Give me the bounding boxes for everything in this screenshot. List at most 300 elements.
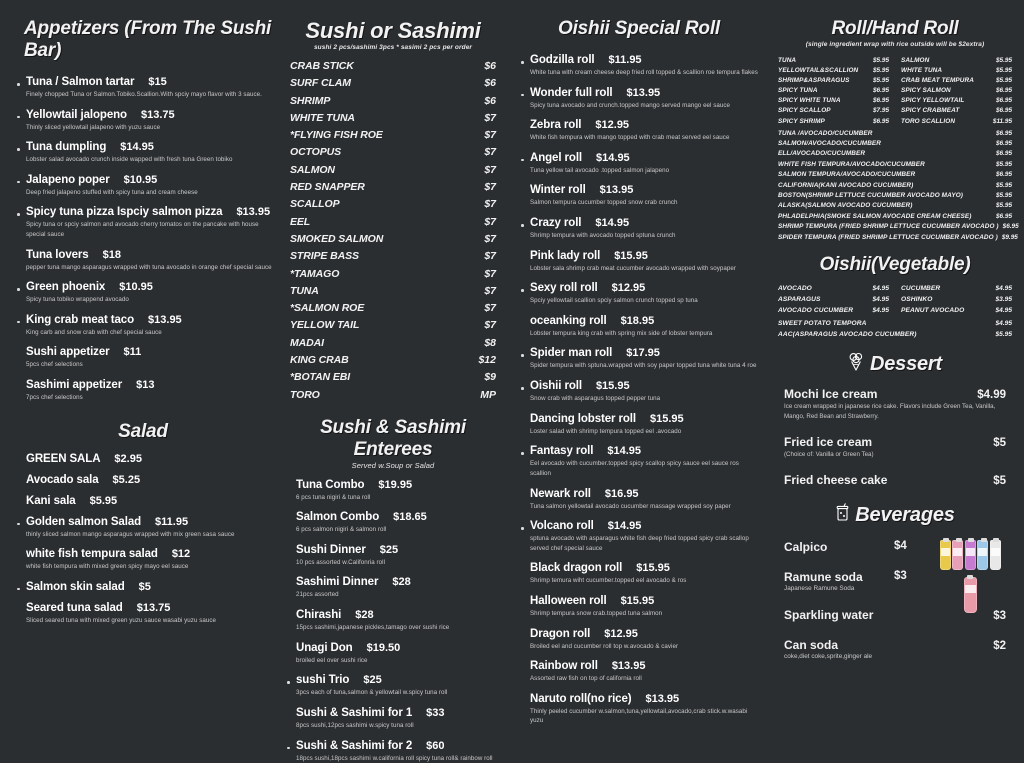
menu-item-shrimp-tempura-fried-shrimp-lettuce-cucumber-avocado [778, 223, 1019, 231]
item-price: $4.99 [977, 389, 1006, 402]
item-name: Naruto roll(no rice) [530, 692, 632, 705]
menu-item-red-snapper [290, 181, 496, 193]
item-name: Sushi & Sashimi for 1 [296, 706, 413, 719]
menu-item-spicy-yellowtail [901, 97, 1012, 104]
item-name: EEL [290, 215, 311, 228]
item-name: SALMON [290, 163, 335, 176]
hand-roll-right-column [901, 57, 1012, 128]
vegetable-right-column [901, 285, 1012, 319]
item-price: MP [480, 388, 496, 401]
item-description: Spicy tuna or spciy salmon and avocado cherry tomatos on the pancake with house special sauce [26, 221, 259, 239]
item-description: Snow crab with asparagus topped pepper tuna [530, 395, 661, 403]
calpico-bottle-5 [990, 540, 1001, 570]
item-name: SPICY SCALLOP [778, 107, 831, 115]
appetizers-list [14, 76, 272, 403]
item-name: AAC(ASPARAGUS AVOCADO CUCUMBER) [778, 331, 917, 339]
item-price: $3 [894, 570, 907, 583]
item-price: $5.95 [873, 67, 889, 75]
menu-item-salmon-tempura-avocado-cucumber [778, 171, 1012, 178]
item-price: $2.95 [114, 452, 142, 465]
item-description: (Choice of: Vanilla or Green Tea) [784, 451, 874, 459]
menu-item-tuna [290, 285, 496, 297]
item-description: Eel avocado with cucumber.topped spicy scallop spicy sauce eel sauce ros scallion [530, 460, 739, 477]
item-price: $5.95 [996, 57, 1012, 64]
menu-item-dancing-lobster-roll [518, 413, 760, 437]
item-name: Wonder full roll [530, 86, 613, 99]
item-description: Lobster tempura king crab with spring mix side of lobster tempura [530, 329, 713, 337]
menu-item-spider-man-roll [518, 347, 760, 371]
item-price: $10.95 [123, 173, 158, 186]
menu-item-sushi-sashimi-for-1 [284, 707, 502, 731]
item-name: ALASKA(SALMON AVOCADO CUCUMBER) [778, 202, 913, 210]
item-name: WHITE TUNA [290, 111, 355, 124]
sushi-sashimi-list [284, 60, 502, 401]
menu-item-spicy-tuna-pizza-ispciy-salmon-pizza [14, 206, 272, 239]
item-price: $4 [894, 540, 907, 553]
item-name: MADAI [290, 336, 324, 349]
menu-item-unagi-don [284, 642, 502, 666]
menu-item-cucumber [901, 285, 1012, 292]
menu-item-godzilla-roll [518, 54, 760, 78]
item-description: 6 pcs salmon nigiri & salmon roll [296, 526, 387, 534]
item-name: SPICY YELLOWTAIL [901, 97, 965, 105]
menu-item-spider-tempura-fried-shrimp-lettuce-cucumber-avocado [778, 233, 1018, 241]
item-price: $15.95 [595, 380, 630, 393]
item-name: Halloween roll [530, 594, 607, 607]
item-description: 10 pcs assorted w.Califonria roll [296, 558, 386, 566]
item-name: Ramune soda [784, 570, 863, 585]
item-name: Sashimi appetizer [26, 379, 123, 392]
item-price: $7 [484, 129, 496, 142]
item-description: Assorted raw fish on top of california roll [530, 675, 642, 683]
menu-item-yellow-tail [290, 319, 496, 331]
menu-item-salmon [901, 57, 1012, 64]
item-name: SPICY CRABMEAT [901, 107, 960, 115]
menu-item-phladelphia-smoke-salmon-avocade-cream-cheese [778, 213, 1012, 220]
item-price: $25 [363, 674, 382, 687]
item-name: white fish tempura salad [26, 548, 158, 561]
item-description: 18pcs sushi,18pcs sashimi w.california roll spicy tuna roll& rainbow roll [296, 754, 493, 762]
item-price: $15.95 [620, 594, 655, 607]
menu-item-tuna-lovers [14, 249, 272, 273]
menu-item-green-phoenix [14, 281, 272, 305]
item-name: RED SNAPPER [290, 181, 365, 194]
item-price: $15.95 [636, 562, 670, 575]
menu-item-seared-tuna-salad [14, 602, 272, 626]
menu-item-botan-ebi [290, 371, 496, 383]
item-price: $7.95 [873, 107, 889, 115]
item-name: Tuna / Salmon tartar [26, 76, 135, 88]
item-description: Thinly peeled cucumber w.salmon,tuna,yellowtail,avocado,crab stick.w.wasabi yuzu [530, 707, 748, 725]
item-name: Fried ice cream [784, 435, 873, 450]
item-name: Tuna Combo [296, 478, 365, 491]
item-name: Volcano roll [530, 520, 594, 533]
item-description: King carb and snow crab with chef special sauce [26, 328, 162, 336]
item-name: Tuna dumpling [26, 141, 107, 154]
item-price: $7 [484, 181, 496, 194]
menu-item-aac-asparagus-avocado-cucumber [778, 331, 1012, 338]
item-name: SHRIMP&ASPARAGUS [778, 77, 850, 85]
item-price: $8 [484, 336, 496, 349]
item-name: King crab meat taco [26, 313, 135, 326]
item-name: SPICY WHITE TUNA [778, 97, 841, 105]
item-name: SALMON [901, 57, 930, 64]
menu-item-crab-stick [290, 60, 496, 72]
menu-item-sweet-potato-tempora [778, 320, 1012, 327]
menu-item-pink-lady-roll [518, 250, 760, 274]
item-price: $28 [355, 609, 374, 622]
menu-item-asparagus [778, 296, 889, 303]
item-price: $13 [136, 379, 155, 392]
item-name: STRIPE BASS [290, 250, 359, 263]
item-price: $7 [484, 146, 496, 159]
item-name: *BOTAN EBI [290, 371, 351, 384]
menu-item-spicy-crabmeat [901, 107, 1012, 114]
column-sushi-sashimi [278, 0, 510, 762]
item-name: SHRIMP TEMPURA (FRIED SHRIMP LETTUCE CUCUMBER AVOCADO ) [778, 223, 999, 231]
item-name: SPICY SHRIMP [778, 117, 825, 125]
item-description: Sliced seared tuna with mixed green yuzu sauce wasabi yuzu sauce [26, 616, 216, 624]
item-price: $4.95 [995, 306, 1012, 314]
item-name: SPICY TUNA [778, 87, 818, 95]
item-price: $16.95 [604, 487, 639, 500]
special-roll-list [518, 54, 760, 726]
item-name: PEANUT AVOCADO [901, 306, 965, 314]
item-price: $14.95 [120, 141, 154, 154]
item-description: Lobster sala shrimp crab meat cucumber avocado wrapped with soypaper [530, 264, 736, 272]
item-price: $4.95 [872, 284, 889, 292]
vegetable-two-column [774, 285, 1016, 319]
menu-item-boston-shrimp-lettuce-cucumber-avocado-mayo [778, 192, 1012, 199]
item-price: $15.95 [650, 412, 684, 425]
item-name: Fantasy roll [530, 445, 594, 458]
item-price: $7 [484, 267, 496, 280]
menu-item-rainbow-roll [518, 660, 760, 684]
menu-item-sexy-roll-roll [518, 282, 760, 306]
item-name: Black dragon roll [530, 562, 623, 575]
item-price: $11.95 [608, 54, 642, 66]
item-name: PHLADELPHIA(SMOKE SALMON AVOCADE CREAM CHEESE) [778, 212, 972, 220]
menu-item-jalapeno-poper [14, 174, 272, 198]
calpico-bottle-3 [965, 540, 976, 570]
item-description: Salmon tempura cucumber topped snow crab crunch [530, 199, 678, 207]
item-price: $13.75 [136, 601, 171, 614]
item-name: TUNA /AVOCADO/CUCUMBER [778, 129, 873, 137]
item-price: $14.95 [595, 217, 630, 230]
menu-item-crazy-roll [518, 217, 760, 241]
hand-roll-two-column [774, 57, 1016, 128]
item-price: $6.95 [1002, 223, 1019, 231]
menu-item-avocado-sala [14, 474, 272, 486]
item-price: $6.95 [873, 87, 889, 95]
item-name: Sushi & Sashimi for 2 [296, 739, 413, 752]
item-price: $5.25 [112, 473, 141, 486]
item-name: Angel roll [530, 151, 583, 164]
item-price: $6.95 [996, 171, 1012, 179]
item-price: $6.95 [996, 107, 1012, 115]
ice-cream-cone-icon [848, 352, 865, 377]
item-price: $18 [102, 248, 121, 261]
item-description: Lobster salad avocado crunch inside wapped with fresh tuna Green tobiko [26, 156, 233, 164]
item-description: Spicy tuna avocado and crunch.topped mango served mango eel sauce [530, 101, 731, 109]
menu-item-madai [290, 337, 496, 349]
item-name: SWEET POTATO TEMPORA [778, 320, 867, 328]
item-price: $5.95 [996, 160, 1012, 168]
item-price: $6 [484, 94, 496, 107]
item-price: $15 [148, 76, 167, 88]
menu-item-tuna-avocado-cucumber [778, 130, 1012, 137]
item-name: Godzilla roll [530, 54, 595, 66]
menu-item-surf-clam [290, 77, 496, 89]
item-price: $18.95 [620, 314, 655, 327]
menu-item-wonder-full-roll [518, 87, 760, 111]
menu-item-king-crab [290, 354, 496, 366]
menu-item-dragon-roll [518, 628, 760, 652]
item-description: Broiled eel and cucumber roll top w.avocado & cavier [530, 642, 679, 650]
item-description: White fish tempura with mango topped with crab meat served eel sauce [530, 134, 730, 142]
salad-list [14, 453, 272, 626]
item-name: TORO SCALLION [901, 117, 956, 125]
calpico-bottle-4 [977, 540, 988, 570]
menu-item-sashimi-appetizer [14, 379, 272, 403]
menu-item-tamago [290, 268, 496, 280]
item-description: 5pcs chef selections [26, 361, 83, 369]
item-price: $11 [123, 346, 142, 359]
item-name: Golden salmon Salad [26, 515, 142, 528]
item-name: YELLOWTAIL&SCALLION [778, 67, 859, 75]
item-name: Sushi Dinner [296, 543, 366, 556]
salad-heading: Salad [118, 420, 168, 442]
item-name: Newark roll [530, 487, 591, 500]
item-description: pepper tuna mango asparagus wrapped with tuna avocado in orange chef special sauce [26, 263, 272, 271]
item-description: Shrimp tempura snow crab.topped tuna salmon [530, 609, 663, 617]
item-price: $7 [484, 111, 496, 124]
item-name: WHITE TUNA [901, 67, 943, 75]
beverages-heading-row [774, 503, 1016, 528]
item-price: $6.95 [996, 97, 1012, 105]
item-price: $5 [993, 475, 1006, 488]
item-name: Avocado sala [26, 473, 99, 486]
item-price: $5 [138, 580, 151, 593]
menu-item-mochi-ice-cream [784, 387, 1006, 422]
item-price: $3.95 [995, 295, 1012, 303]
item-description: Ice cream wrapped in japanese rice cake. Flavors include Green Tea, Vanilla, Mango, Red Bean and Strawberry. [784, 403, 996, 421]
item-price: $7 [484, 319, 496, 332]
menu-item-chirashi [284, 609, 502, 633]
item-name: CRAB MEAT TEMPURA [901, 77, 974, 85]
item-name: Unagi Don [296, 641, 353, 654]
item-price: $5 [993, 437, 1006, 450]
item-name: Mochi Ice cream [784, 387, 878, 402]
dessert-heading: Dessert [870, 353, 942, 376]
item-description: Thinly sliced yellowtail jalapeno with yuzu sauce [26, 123, 161, 131]
item-price: $14.95 [607, 445, 642, 458]
drink-cup-icon [835, 503, 850, 528]
item-name: Jalapeno poper [26, 173, 110, 186]
item-name: Seared tuna salad [26, 601, 123, 614]
item-price: $19.50 [366, 641, 401, 654]
menu-item-sushi-dinner [284, 544, 502, 568]
item-description: Deep fried jalapeno stuffed with spicy tuna and cream cheese [26, 188, 198, 196]
menu-item-scallop [290, 198, 496, 210]
menu-item-spicy-shrimp [778, 118, 889, 125]
item-description: sptuna avocado with asparagus white fish deep fried topped spicy crab scallop served chef special sauce [530, 535, 749, 552]
menu-item-california-kani-avocado-cucumber [778, 182, 1012, 189]
item-price: $6.95 [873, 117, 889, 125]
item-name: *FLYING FISH ROE [290, 129, 383, 142]
hand-roll-left-column [778, 57, 889, 128]
item-price: $11.95 [155, 515, 189, 528]
menu-item-green-sala [14, 453, 272, 465]
item-name: Calpico [784, 540, 828, 555]
item-name: oceanking roll [530, 314, 607, 327]
item-name: TORO [290, 388, 320, 401]
menu-item-salmon [290, 164, 496, 176]
menu-item-tuna [778, 57, 889, 64]
item-price: $18.65 [393, 511, 427, 524]
item-price: $5.95 [996, 192, 1012, 199]
item-name: Oishii roll [530, 380, 582, 393]
menu-item-spicy-salmon [901, 87, 1012, 94]
beverages-list [774, 540, 1016, 660]
menu-item-spicy-scallop [778, 107, 889, 114]
item-price: $7 [484, 232, 496, 245]
menu-item-stripe-bass [290, 250, 496, 262]
item-description: Tuna yellow tail avocado .topped salmon jalapeno [530, 166, 670, 174]
item-name: Zebra roll [530, 119, 582, 132]
menu-item-avocado [778, 285, 889, 292]
menu-item-alaska-salmon-avocado-cucumber [778, 202, 1012, 209]
item-price: $12 [171, 548, 191, 561]
item-price: $6.95 [996, 150, 1012, 158]
item-name: Green phoenix [26, 281, 106, 294]
item-price: $5.95 [996, 67, 1012, 75]
column-appetizers-salad [0, 0, 278, 700]
hand-roll-wide-list [774, 129, 1019, 241]
menu-item-oceanking-roll [518, 315, 760, 339]
dessert-heading-row [774, 352, 1016, 377]
item-name: SALMON TEMPURA/AVOCADO/CUCUMBER [778, 171, 916, 179]
menu-item-angel-roll [518, 152, 760, 176]
menu-item-salmon-combo [284, 511, 502, 535]
calpico-bottle-2 [952, 540, 963, 570]
item-price: $4.95 [995, 284, 1012, 292]
item-name: WHITE FISH TEMPURA/AVOCADO/CUCUMBER [778, 160, 925, 168]
item-price: $5.95 [873, 57, 889, 64]
beverages-heading: Beverages [855, 504, 955, 527]
menu-item-white-fish-tempura-salad [14, 548, 272, 572]
item-description: Spider tempura with sptuna.wrapped with soy paper topped tuna white tuna 4 roe [530, 362, 757, 370]
vegetable-left-column [778, 285, 889, 319]
menu-item-tuna-combo [284, 479, 502, 503]
item-name: ELL/AVOCADO/CUCUMBER [778, 150, 866, 158]
sushi-sashimi-heading: Sushi or Sashimi [305, 18, 481, 43]
menu-item-flying-fish-roe [290, 129, 496, 141]
sushi-sashimi-subtitle: sushi 2 pcs/sashimi 3pcs * sasimi 2 pcs per order [313, 44, 473, 51]
menu-item-sushi-appetizer [14, 346, 272, 370]
item-description: broiled eel over sushi rice [296, 656, 368, 664]
menu-item-salmon-roe [290, 302, 496, 314]
hand-roll-subtitle: (single ingredient wrap with rice outside will be $2extra) [805, 41, 985, 48]
menu-item-peanut-avocado [901, 307, 1012, 314]
menu-item-avocado-cucumber [778, 307, 889, 314]
item-name: Dragon roll [530, 627, 591, 640]
item-name: BOSTON(SHRIMP LETTUCE CUCUMBER AVOCADO MAYO) [778, 192, 963, 199]
menu-item-winter-roll [518, 184, 760, 208]
item-price: $6 [484, 77, 496, 90]
menu-item-ell-avocado-cucumber [778, 150, 1012, 157]
menu-item-sushi-trio [284, 674, 502, 698]
menu-item-yellowtail-scallion [778, 67, 889, 74]
item-price: $33 [426, 706, 445, 719]
item-name: Kani sala [26, 494, 76, 507]
item-name: Sparkling water [784, 608, 874, 623]
item-price: $13.95 [626, 86, 661, 99]
item-price: $12 [478, 354, 496, 367]
item-name: Winter roll [530, 184, 586, 197]
item-name: CRAB STICK [290, 60, 354, 72]
menu-item-black-dragon-roll [518, 562, 760, 586]
item-price: $13.95 [236, 206, 271, 219]
item-name: OCTOPUS [290, 146, 342, 159]
menu-item-shrimp [290, 95, 496, 107]
item-price: $5.95 [996, 202, 1012, 210]
vegetable-wide-list [774, 320, 1016, 338]
column-roll-dessert-beverages [768, 0, 1024, 700]
menu-item-sashimi-dinner [284, 576, 502, 600]
entrees-subtitle: Served w.Soup or Salad [351, 460, 435, 470]
item-price: $6.95 [996, 140, 1012, 148]
menu-item-golden-salmon-salad [14, 516, 272, 540]
item-name: Sashimi Dinner [296, 576, 379, 589]
item-name: Spicy tuna pizza Ispciy salmon pizza [26, 206, 223, 219]
item-price: $19.95 [378, 478, 413, 491]
menu-item-volcano-roll [518, 520, 760, 553]
item-name: Crazy roll [530, 217, 582, 230]
item-price: $3 [993, 610, 1006, 623]
calpico-bottle-1 [940, 540, 951, 570]
item-name: SPICY SALMON [901, 87, 951, 95]
item-name: Sexy roll roll [530, 282, 598, 295]
item-name: Rainbow roll [530, 660, 598, 673]
item-name: Can soda [784, 638, 839, 653]
item-name: ASPARAGUS [778, 295, 821, 303]
item-name: sushi Trio [296, 674, 350, 687]
item-name: Spider man roll [530, 347, 613, 360]
item-description: 8pcs sushi,12pcs sashimi w.spicy tuna roll [296, 721, 414, 729]
dessert-list [774, 387, 1016, 487]
menu-item-eel [290, 216, 496, 228]
menu-item-spicy-white-tuna [778, 97, 889, 104]
menu-item-octopus [290, 146, 496, 158]
item-name: KING CRAB [290, 354, 349, 367]
item-price: $12.95 [595, 119, 630, 132]
item-name: Chirashi [296, 609, 342, 622]
item-name: SPIDER TEMPURA (FRIED SHRIMP LETTUCE CUCUMBER AVOCADO ) [778, 233, 998, 241]
item-description: Loster salad with shrimp tempura topped eel .avocado [530, 427, 682, 435]
item-price: $5.95 [996, 77, 1012, 85]
item-name: CUCUMBER [901, 284, 941, 292]
item-price: $25 [379, 543, 399, 556]
menu-item-toro-scallion [901, 118, 1012, 125]
item-price: $13.95 [645, 692, 680, 705]
item-description: 7pcs chef selections [26, 394, 83, 402]
item-price: $6.95 [996, 212, 1012, 220]
item-name: *SALMON ROE [290, 302, 365, 315]
item-price: $10.95 [119, 281, 153, 294]
item-name: SALMON/AVOCADO/CUCUMBER [778, 140, 882, 148]
item-price: $6 [484, 60, 496, 72]
